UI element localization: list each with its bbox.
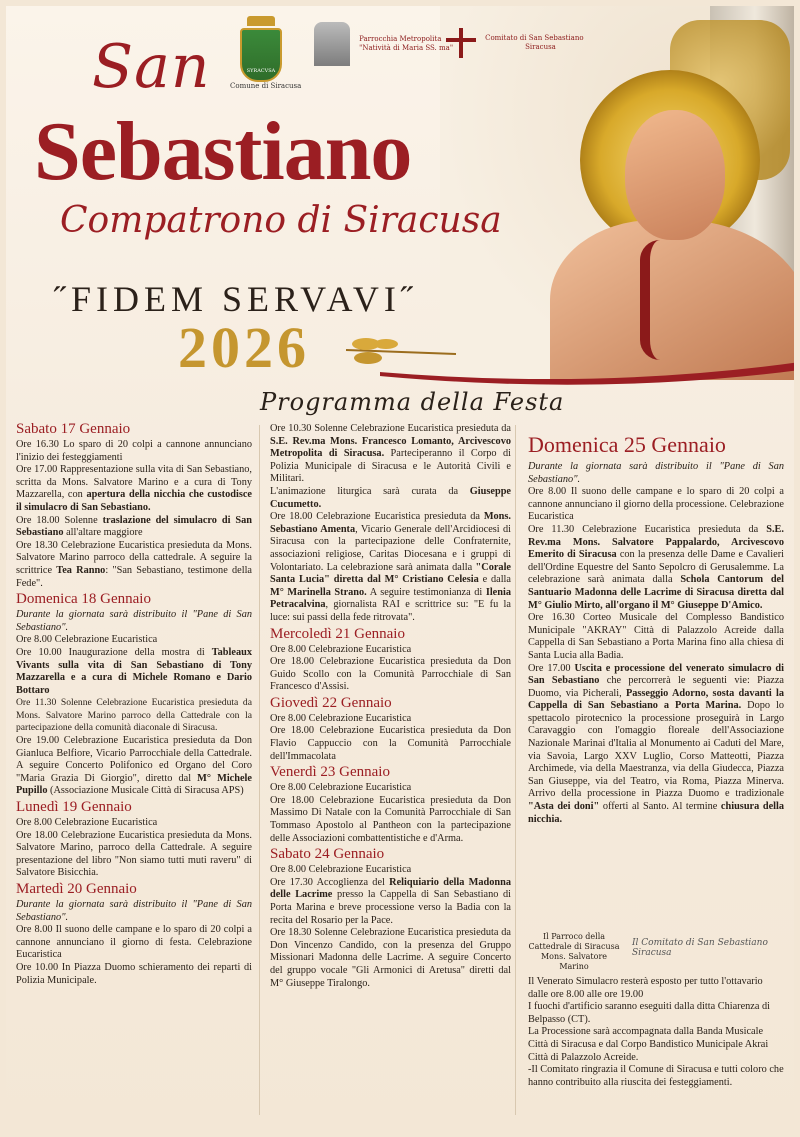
- parrocchia-logo: [314, 22, 453, 66]
- event: Ore 8.00 Celebrazione Eucaristica: [270, 782, 412, 794]
- event: Ore 18.00 Celebrazione Eucaristica presieduta da Mons. Salvatore Marino, parroco della Cattedrale. A seguire presentazione del libro "Non siamo tutti muti raveru" di Salvatore Bisicchia.: [16, 829, 252, 879]
- programma-heading: Programma della Festa: [260, 388, 565, 416]
- day-title: Giovedì 22 Gennaio: [270, 694, 392, 711]
- event: Ore 17.00 Rappresentazione sulla vita di San Sebastiano, scritta da Mons. Salvatore Marino e a cura di Tony Mazzarella, con apertura della nicchia che custodisce il simulacro di San Sebastiano.: [16, 464, 252, 513]
- event: Ore 8.00 Celebrazione Eucaristica: [16, 817, 158, 829]
- title-san: San: [92, 32, 211, 102]
- parrocchia-line1: Parrocchia Metropolita: [359, 35, 442, 43]
- note: I fuochi d'artificio saranno eseguiti dalla ditta Chiarenza di Belpasso (CT).: [528, 1001, 771, 1025]
- event: Ore 8.00 Il suono delle campane e lo sparo di 20 colpi a cannone annunciano il giorno della processione. Celebrazione Eucaristica: [528, 486, 784, 523]
- comitato-line2: Siracusa: [525, 43, 556, 51]
- event: Ore 10.00 In Piazza Duomo schieramento dei reparti di Polizia Municipale.: [16, 961, 252, 986]
- notes: [528, 976, 784, 1089]
- comune-caption: Comune di Siracusa: [230, 82, 302, 90]
- note: Il Venerato Simulacro resterà esposto per tutto l'ottavario dalle ore 8.00 alle ore 19.00: [528, 976, 763, 1000]
- note: -Il Comitato ringrazia il Comune di Siracusa e tutti coloro che hanno contribuito alla riuscita dei festeggiamenti.: [528, 1064, 784, 1088]
- comitato-logo: [446, 28, 584, 58]
- divider: [259, 425, 260, 1115]
- church-icon: [314, 22, 350, 66]
- logos: [230, 16, 590, 96]
- event: L'animazione liturgica sarà curata da Giuseppe Cucumetto.: [270, 485, 511, 510]
- event-intro: Durante la giornata sarà distribuito il "Pane di San Sebastiano".: [16, 609, 252, 633]
- day-title: Martedì 20 Gennaio: [16, 881, 137, 897]
- comune-badge-text: SYRACVSA: [246, 68, 276, 74]
- event: Ore 17.30 Accoglienza del Reliquiario della Madonna delle Lacrime presso la Cappella di San Sebastiano di Porta Marina e breve processione verso la Badia con la recita del Rosario per la Pace.: [270, 876, 511, 926]
- event: Ore 16.30 Lo sparo di 20 colpi a cannone annunciano l'inizio dei festeggiamenti: [16, 439, 252, 463]
- event: Ore 18.00 Celebrazione Eucaristica presieduta da Don Guido Scollo con la Comunità Parrocchiale di San Francesco d'Assisi.: [270, 656, 511, 693]
- event: Ore 8.00 Celebrazione Eucaristica: [16, 634, 158, 646]
- motto: ˝FIDEM SERVAVI˝: [54, 279, 418, 319]
- event: Ore 18.00 Solenne traslazione del simulacro di San Sebastiano all'altare maggiore: [16, 514, 253, 539]
- event-intro: Durante la giornata sarà distribuito il "Pane di San Sebastiano".: [16, 899, 252, 923]
- comune-logo: [230, 16, 302, 90]
- event: Ore 18.30 Celebrazione Eucaristica presieduta da Mons. Salvatore Marino parroco della cattedrale. A seguire la scrittrice Tea Ranno: "San Sebastiano, testimone della Fede".: [16, 539, 253, 589]
- event: Ore 16.30 Corteo Musicale del Complesso Bandistico Municipale "AKRAY" Città di Palazzolo Acreide dalla Cappella di San Sebastiano a Porta Marina fino alla chiesa di Santa Lucia alla Badia.: [528, 612, 784, 661]
- event: Ore 19.00 Celebrazione Eucaristica presieduta da Don Gianluca Belfiore, Vicario Parrocchiale della Cattedrale. A seguire Concerto Polifonico ed Organo del Coro "Maria Grazia Di Giorgio", diretto dal M° Michele Pupillo (Associazione Musicale Città di Siracusa APS): [16, 735, 252, 797]
- comitato-line1: Comitato di San Sebastiano: [485, 34, 584, 42]
- event: Ore 11.30 Celebrazione Eucaristica presieduta da S.E. Rev.ma Mons. Salvatore Pappalardo, Arcivescovo Emerito di Siracusa con la presenza delle Dame e Cavalieri dell'Ordine Equestre del Santo Sepolcro di Gerusalemme. La celebrazione sarà animata dalla Schola Cantorum del Santuario Madonna delle Lacrime di Siracusa diretta dal M° Giulio Mirto, all'organo il M° Giuseppe D'Amico.: [528, 523, 784, 611]
- column-1: [16, 420, 252, 987]
- day-title: Sabato 17 Gennaio: [16, 421, 131, 437]
- divider: [515, 425, 516, 1115]
- comitato-signature: Il Comitato di San Sebastiano Siracusa: [632, 938, 768, 958]
- day-title: Mercoledì 21 Gennaio: [270, 625, 405, 642]
- note: La Processione sarà accompagnata dalla Banda Musicale Città di Siracusa e dal Corpo Bandistico Municipale Akrai Città di Palazzolo Acreide.: [528, 1026, 769, 1063]
- event-intro: Durante la giornata sarà distribuito il "Pane di San Sebastiano".: [528, 461, 784, 485]
- day-title: Domenica 25 Gennaio: [528, 432, 726, 457]
- column-2: [270, 423, 511, 990]
- event: Ore 8.00 Il suono delle campane e lo sparo di 20 colpi a cannone annunciano il giorno di festa. Celebrazione Eucaristica: [16, 924, 252, 961]
- day-title: Sabato 24 Gennaio: [270, 846, 385, 863]
- crown-icon: [247, 16, 275, 26]
- event: Ore 18.00 Celebrazione Eucaristica presieduta da Mons. Sebastiano Amenta, Vicario Generale dell'Arcidiocesi di Siracusa con la partecipazione delle Confraternite, associazioni religiose, Caritas Diocesana e i gruppi di Volontariato. La celebrazione sarà animata dalla "Corale Santa Lucia" diretta dal M° Cristiano Celesia e dalla M° Marinella Strano. A seguire testimonianza di Ilenia Petracalvina, giornalista RAI e scrittrice su: "E fu la luce: sui passi della fede ritrovata".: [270, 511, 511, 623]
- event: Ore 8.00 Celebrazione Eucaristica: [270, 643, 412, 655]
- day-title: Domenica 18 Gennaio: [16, 591, 151, 608]
- event: Ore 8.00 Celebrazione Eucaristica: [270, 864, 412, 876]
- title-sebastiano: Sebastiano: [34, 105, 412, 198]
- subtitle-compatrono: Compatrono di Siracusa: [60, 200, 502, 241]
- event: Ore 18.30 Solenne Celebrazione Eucaristica presieduta da Don Vincenzo Candido, con la presenza del Gruppo Missionari Madonna delle Lacrime. A seguire Concerto del gruppo vocale "Gli Armonici di Aretusa" diretti dal M° Giuseppe Tiralongo.: [270, 927, 511, 989]
- event: Ore 18.00 Celebrazione Eucaristica presieduta da Don Flavio Cappuccio con la Comunità Parrocchiale dell'Immacolata: [270, 725, 511, 762]
- cross-icon: [446, 28, 476, 58]
- event: Ore 17.00 Uscita e processione del venerato simulacro di San Sebastiano che percorrerà le seguenti vie: Piazza Duomo, via Picherali, Passeggio Adorno, sosta davanti la Cappella di San Sebastiano a Porta Marina. Dopo lo spettacolo pirotecnico la processione proseguirà in Largo Caravaggio con l'omaggio floreale dell'Associazione Nazionale Marinai d'Italia al Monumento ai Caduti del Mare, via Savoia, Largo XXV Luglio, Corso Matteotti, Piazza Archimede, via della Maestranza, via della Giudecca, Piazza San Giuseppe, via del Teatro, via Roma, Piazza Minerva. Arrivo della processione in Piazza Duomo e tradizionale "Asta dei doni" offerti al Santo. Al termine chiusura della nicchia.: [528, 662, 785, 825]
- column-3: [528, 432, 784, 826]
- event: Ore 10.30 Solenne Celebrazione Eucaristica presieduta da S.E. Rev.ma Mons. Francesco Lomanto, Arcivescovo Metropolita di Siracusa. Parteciperanno il Corpo di Polizia Municipale di Siracusa e le Autorità Civili e Militari.: [270, 423, 511, 485]
- day-title: Lunedì 19 Gennaio: [16, 799, 132, 816]
- event: Ore 11.30 Solenne Celebrazione Eucaristica presieduta da Mons. Salvatore Marino parroco della Cattedrale con la partecipazione della comunità diaconale di Siracusa.: [16, 697, 252, 734]
- shield-icon: [240, 28, 282, 82]
- event: Ore 8.00 Celebrazione Eucaristica: [270, 712, 412, 724]
- parroco-signature: Il Parroco della Cattedrale di Siracusa Mons. Salvatore Marino: [528, 932, 620, 971]
- event: Ore 10.00 Inaugurazione della mostra di Tableaux Vivants sulla vita di San Sebastiano di Tony Mazzarella e a cura di Michele Romano e Dario Bottaro: [16, 646, 252, 696]
- parrocchia-line2: "Natività di Maria SS. ma": [359, 44, 454, 52]
- day-title: Venerdì 23 Gennaio: [270, 764, 390, 781]
- palm-branch-icon: [346, 330, 456, 370]
- signatures: [528, 930, 784, 970]
- year: 2026: [178, 315, 310, 380]
- event: Ore 18.00 Celebrazione Eucaristica presieduta da Don Massimo Di Natale con la Comunità Parrocchiale di San Tommaso Apostolo al Pantheon con la partecipazione delle Associazioni combattentistiche e d'Arma.: [270, 794, 511, 844]
